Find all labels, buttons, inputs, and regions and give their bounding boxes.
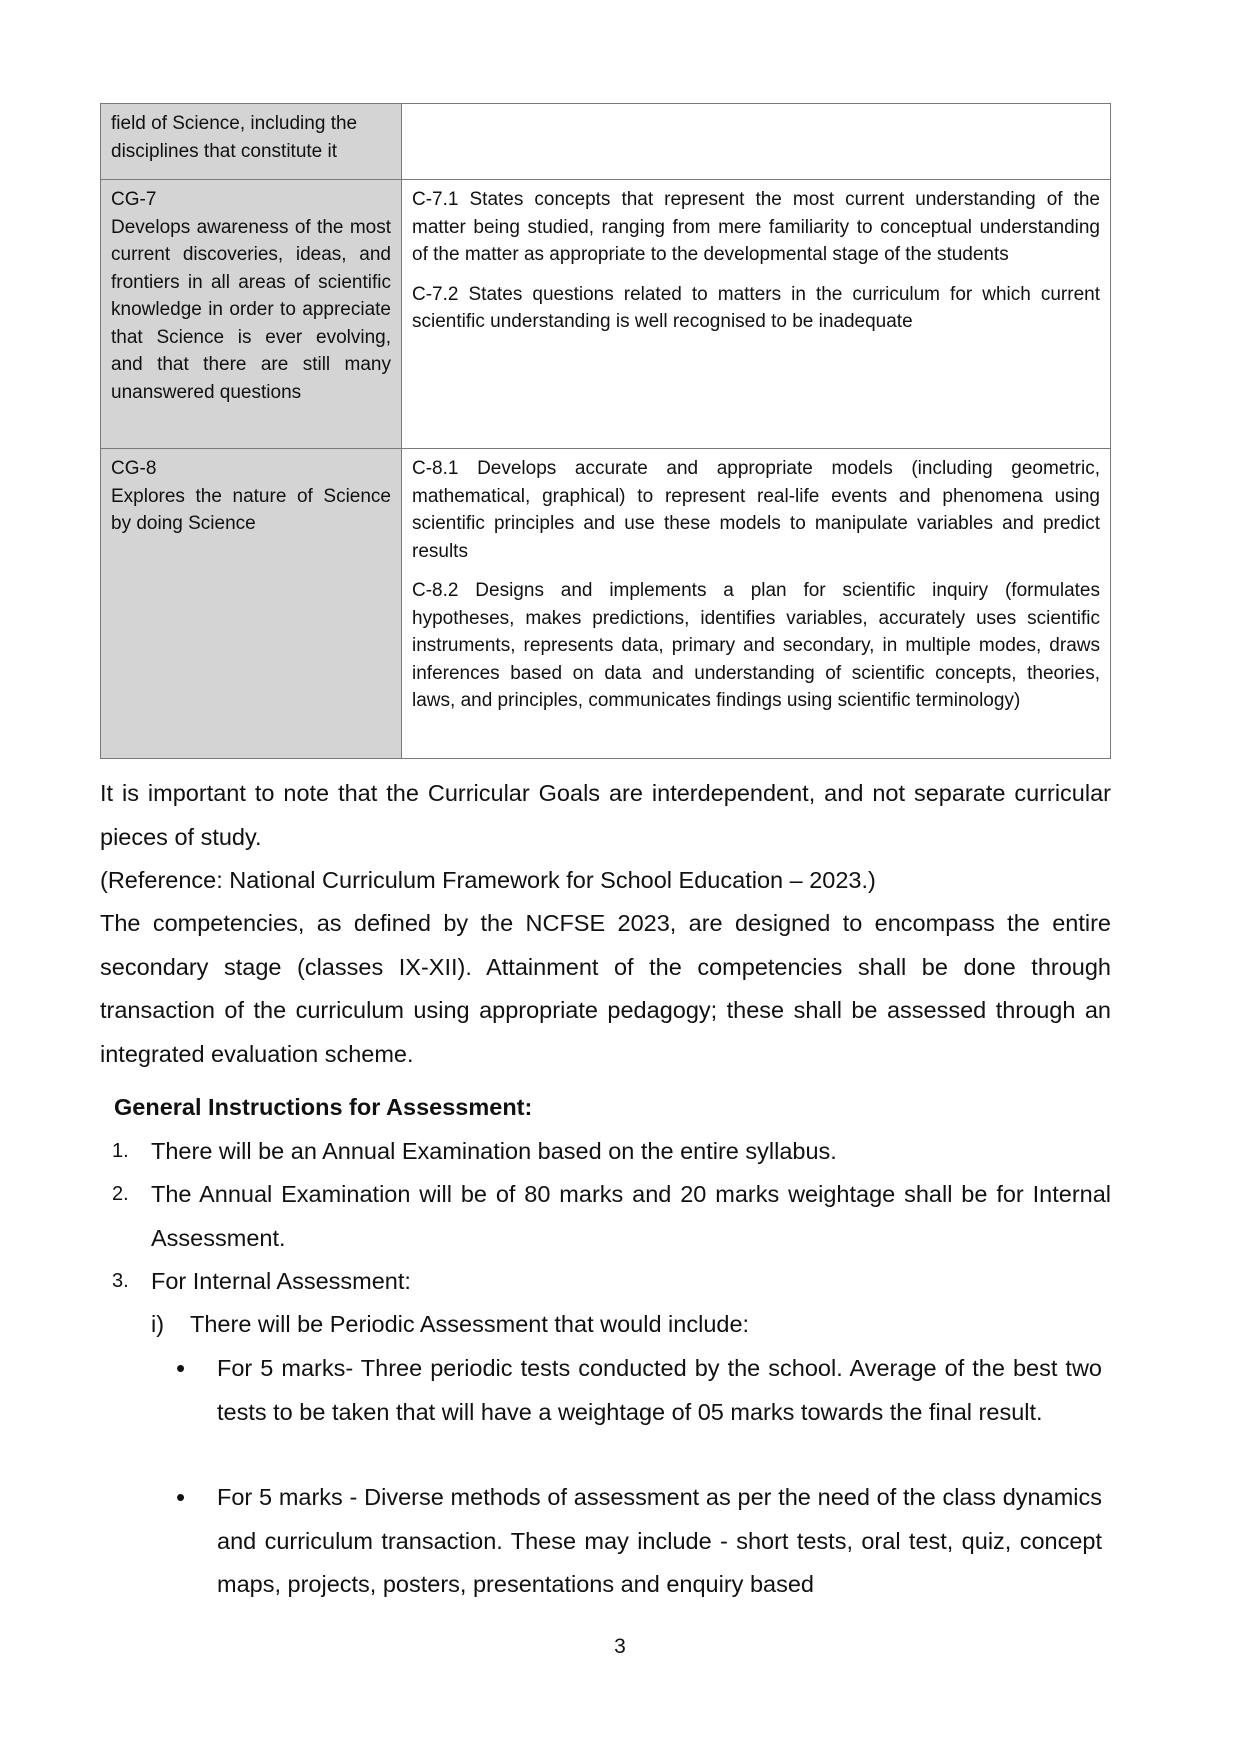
goal-text: Explores the nature of Science by doing Science — [111, 485, 391, 534]
bullet-icon: • — [176, 1482, 186, 1512]
competencies-paragraph: The competencies, as defined by the NCFSE 2023, are designed to encompass the entire secondary stage (classes IX-XII). Attainment of the competencies shall be done through transaction of the curriculum using appropriate pedagogy; these shall be assessed through an integrated evaluation scheme. — [100, 910, 1111, 1067]
sub-list-text: There will be Periodic Assessment that would include: — [190, 1311, 750, 1337]
list-number: 3. — [112, 1270, 129, 1292]
competency-item: C-7.1 States concepts that represent the most current understanding of the matter being studied, ranging from mere familiarity to conceptual understanding of the matter as appropriate to the developmental stage of the students — [412, 189, 1100, 265]
assessment-heading: General Instructions for Assessment: — [114, 1094, 533, 1120]
competency-item: C-8.2 Designs and implements a plan for scientific inquiry (formulates hypotheses, makes predictions, identifies variables, accurately uses scientific instruments, represents data, primary and secondary, in multiple modes, draws inferences based on data and understanding of scientific concepts, theories, laws, and principles, communicates findings using scientific terminology) — [412, 580, 1100, 711]
goal-text: Develops awareness of the most current discoveries, ideas, and frontiers in all areas of scientific knowledge in order to appreciate that Science is ever evolving, and that there are still many unanswered questions — [111, 216, 391, 403]
list-number: 2. — [112, 1183, 129, 1205]
list-number: 1. — [112, 1140, 129, 1162]
curricular-goals-table — [100, 103, 1111, 759]
goal-cell — [101, 104, 402, 180]
bullet-icon: • — [176, 1353, 186, 1383]
list-item-text: The Annual Examination will be of 80 marks and 20 marks weightage shall be for Internal Assessment. — [151, 1181, 1111, 1251]
interdependence-paragraph: It is important to note that the Curricular Goals are interdependent, and not separate curricular pieces of study. — [100, 780, 1111, 850]
goal-cell — [101, 449, 402, 759]
competency-cell — [402, 104, 1111, 180]
sub-list-number: i) — [151, 1311, 165, 1337]
competency-item: C-8.1 Develops accurate and appropriate models (including geometric, mathematical, graphical) to represent real-life events and phenomena using scientific principles and use these models to manipulate variables and predict results — [412, 458, 1100, 562]
goal-code: CG-7 — [111, 189, 157, 210]
competency-item: C-7.2 States questions related to matters in the curriculum for which current scientific understanding is well recognised to be inadequate — [412, 283, 1100, 332]
bullet-text: For 5 marks- Three periodic tests conducted by the school. Average of the best two tests to be taken that will have a weightage of 05 marks towards the final result. — [217, 1355, 1102, 1425]
competency-cell — [402, 180, 1111, 449]
list-item-text: There will be an Annual Examination based on the entire syllabus. — [151, 1138, 837, 1164]
competency-cell — [402, 449, 1111, 759]
page-number: 3 — [614, 1635, 626, 1658]
goal-text: field of Science, including the disciplines that constitute it — [111, 113, 358, 162]
table-row — [101, 104, 1111, 180]
list-item-text: For Internal Assessment: — [151, 1268, 411, 1294]
reference-paragraph: (Reference: National Curriculum Framework for School Education – 2023.) — [100, 867, 876, 893]
goal-cell — [101, 180, 402, 449]
goal-code: CG-8 — [111, 458, 157, 479]
bullet-text: For 5 marks - Diverse methods of assessment as per the need of the class dynamics and curriculum transaction. These may include - short tests, oral test, quiz, concept maps, projects, posters, presentations and enquiry based — [217, 1484, 1102, 1597]
table-row — [101, 180, 1111, 449]
table-row — [101, 449, 1111, 759]
